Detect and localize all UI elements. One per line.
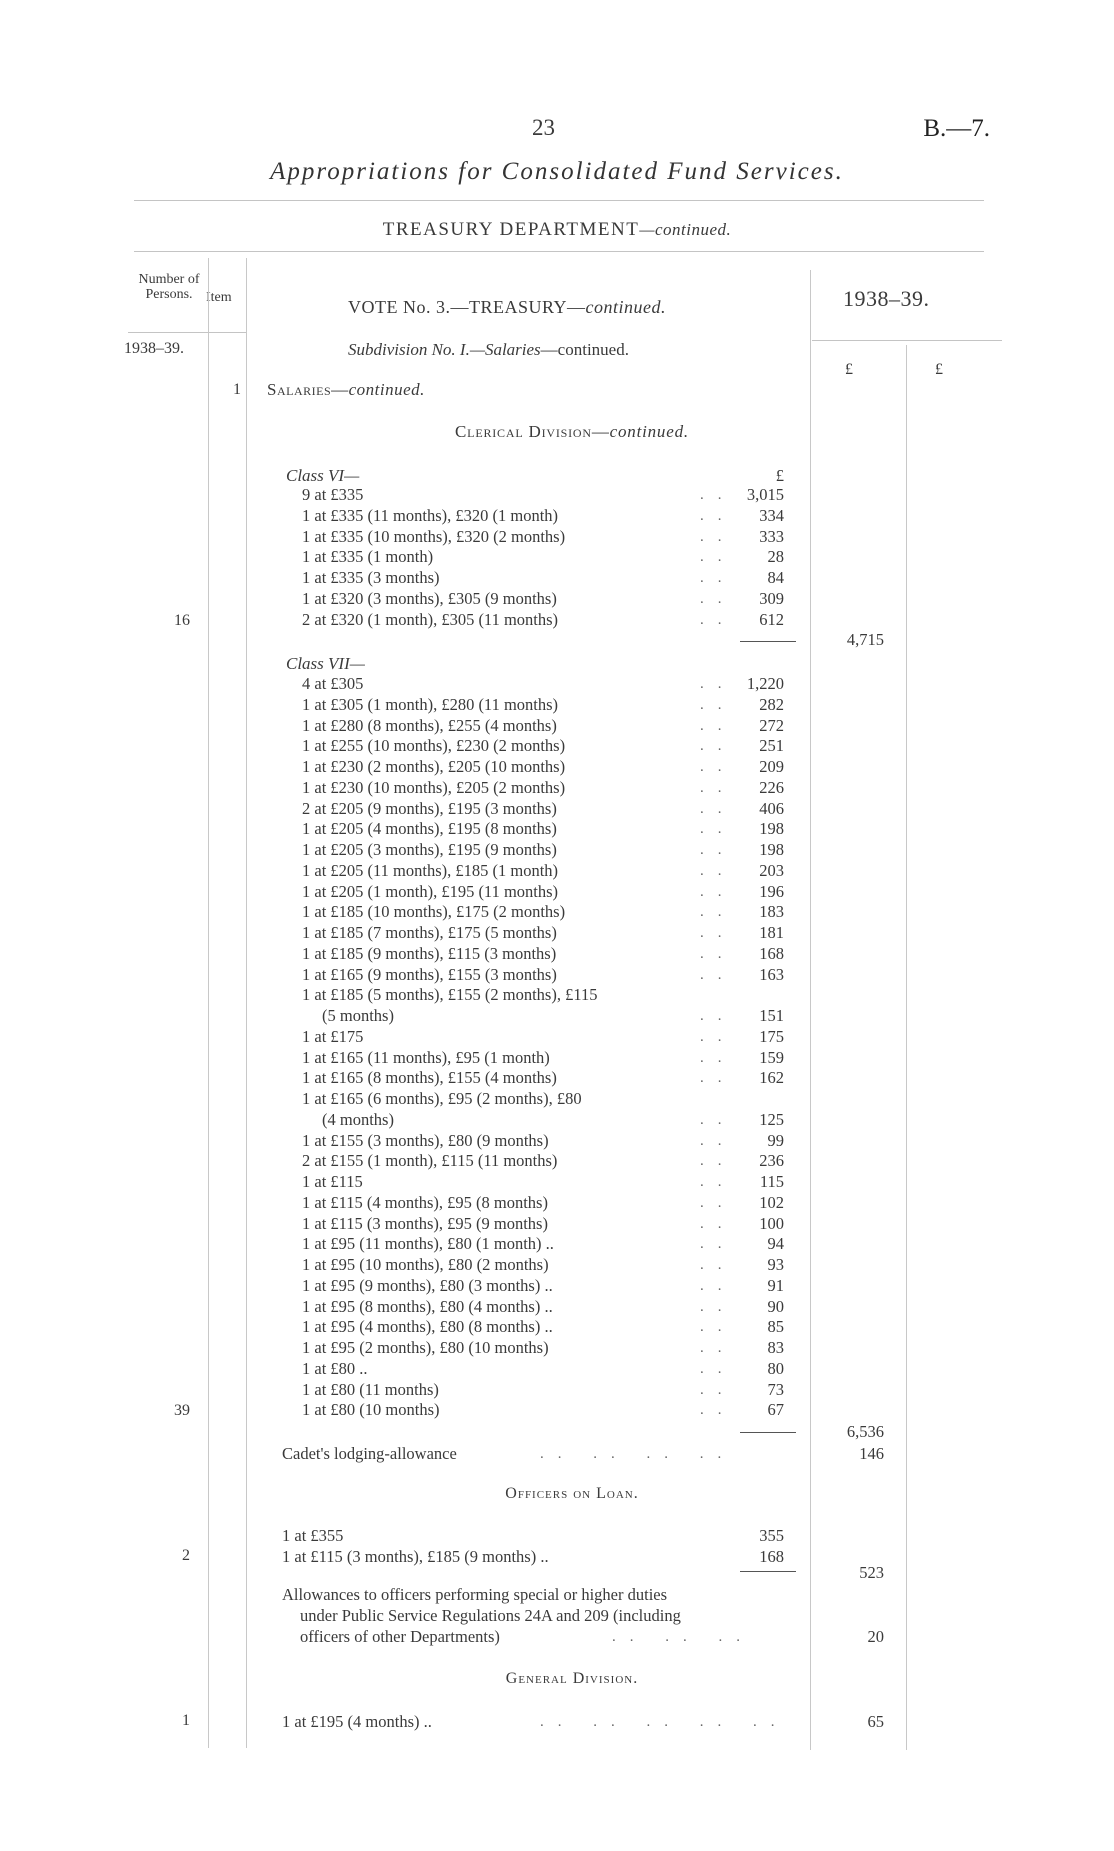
salary-row-amount: 181: [759, 923, 784, 942]
salary-row-amount: 198: [759, 840, 784, 859]
cadet-allowance-label: Cadet's lodging-allowance: [282, 1444, 457, 1463]
leader-dots: .. .. ..: [612, 1629, 754, 1645]
salary-row-amount: 83: [767, 1338, 784, 1357]
column-rule: [208, 258, 209, 1748]
column-rule: [906, 345, 907, 1750]
class-vii-persons: 39: [174, 1402, 190, 1419]
salary-row-text: 1 at £95 (2 months), £80 (10 months): [302, 1338, 549, 1357]
leader-dots: ..: [700, 528, 736, 545]
column-rule: [246, 258, 247, 1748]
subtotal-rule: [740, 641, 796, 642]
leader-dots: ..: [700, 1049, 736, 1066]
salary-row-text: 1 at £95 (9 months), £80 (3 months) ..: [302, 1275, 553, 1295]
loan-total: 523: [859, 1563, 884, 1582]
allowances-total: 20: [867, 1627, 884, 1646]
leader-dots: ..: [700, 1257, 736, 1273]
salary-row-amount: 612: [759, 609, 784, 629]
department-heading: TREASURY DEPARTMENT—continued.: [382, 219, 732, 240]
salary-row-amount: 406: [759, 798, 784, 818]
leader-dots: ..: [700, 1111, 736, 1128]
salary-row-amount: 334: [759, 505, 784, 525]
leader-dots: ..: [700, 591, 736, 607]
salary-row-text: 2 at £320 (1 month), £305 (11 months): [302, 609, 559, 629]
leader-dots: ..: [700, 1215, 736, 1232]
leader-dots: ..: [700, 1008, 736, 1024]
salary-row-amount: 115: [759, 1172, 784, 1191]
salary-row-text: 1 at £255 (10 months), £230 (2 months): [302, 736, 566, 756]
salary-row-amount: 168: [759, 943, 784, 963]
salary-row-text: 1 at £165 (8 months), £155 (4 months): [302, 1068, 557, 1088]
class-vi-total: 4,715: [846, 630, 884, 649]
salary-row-text: 1 at £335 (10 months), £320 (2 months): [302, 526, 566, 546]
leader-dots: ..: [700, 904, 736, 921]
leader-dots: ..: [700, 759, 736, 775]
salary-row-text: (4 months): [322, 1109, 394, 1129]
general-division-heading: General Division.: [505, 1670, 639, 1687]
salary-row-amount: 162: [759, 1068, 784, 1088]
leader-dots: ..: [700, 779, 736, 796]
salary-row-amount: 85: [767, 1317, 784, 1337]
salary-row-amount: 282: [759, 694, 784, 714]
salary-row-text: 1 at £305 (1 month), £280 (11 months): [302, 694, 559, 714]
leader-dots: ..: [700, 1236, 736, 1253]
class-vii-total: 6,536: [846, 1422, 884, 1441]
salary-row-amount: 94: [767, 1234, 784, 1254]
leader-dots: ..: [700, 1360, 736, 1377]
salary-row-text: 1 at £95 (8 months), £80 (4 months) ..: [302, 1296, 553, 1316]
leader-dots: ..: [700, 1153, 736, 1170]
salary-row-text: 1 at £335 (3 months): [302, 568, 440, 588]
salary-row-text: 1 at £115: [302, 1172, 363, 1191]
leader-dots: ..: [700, 966, 736, 983]
loan-row: 1 at £355: [282, 1526, 344, 1545]
salary-row-amount: 93: [767, 1255, 784, 1274]
general-total: 65: [867, 1712, 884, 1731]
leader-dots: ..: [700, 1298, 736, 1315]
salary-row-text: 1 at £320 (3 months), £305 (9 months): [302, 589, 557, 608]
salary-row-amount: 209: [759, 757, 784, 776]
salary-row-text: 1 at £205 (11 months), £185 (1 month): [302, 860, 559, 880]
salary-row-amount: 102: [759, 1192, 784, 1212]
salary-row-amount: 333: [759, 526, 784, 546]
salary-row-text: 1 at £185 (5 months), £155 (2 months), £115: [302, 985, 598, 1005]
salary-row-text: 1 at £335 (1 month): [302, 547, 434, 567]
leader-dots: ..: [700, 1174, 736, 1190]
salary-row-text: 1 at £205 (4 months), £195 (8 months): [302, 819, 557, 839]
leader-dots: ..: [700, 821, 736, 838]
salary-row-amount: 84: [767, 568, 784, 588]
salary-row-text: 1 at £280 (8 months), £255 (4 months): [302, 715, 557, 735]
salary-row-amount: 163: [759, 964, 784, 984]
leader-dots: ..: [700, 1340, 736, 1356]
subtotal-rule: [740, 1432, 796, 1433]
salary-row-amount: 90: [767, 1296, 784, 1316]
salary-row-amount: 226: [759, 777, 784, 797]
loan-amount: 168: [759, 1547, 784, 1566]
cadet-allowance-total: 146: [859, 1444, 884, 1463]
leader-dots: ..: [700, 1277, 736, 1294]
subdivision-heading: Subdivision No. I.—Salaries—continued.: [348, 340, 629, 359]
salary-row-amount: 198: [759, 819, 784, 839]
salary-row-text: 1 at £185 (7 months), £175 (5 months): [302, 923, 557, 942]
column-header-item: Item: [206, 290, 232, 305]
leader-dots: ..: [700, 487, 736, 503]
salary-row-text: 1 at £205 (3 months), £195 (9 months): [302, 840, 557, 859]
salary-row-amount: 196: [759, 881, 784, 901]
salary-row-amount: 67: [767, 1400, 784, 1420]
allowances-line-1: Allowances to officers performing special or higher duties: [282, 1585, 668, 1604]
class-vi-label: Class VI—: [286, 466, 360, 485]
salary-row-amount: 183: [759, 902, 784, 922]
leader-dots: ..: [700, 945, 736, 962]
column-rule: [810, 270, 811, 1750]
leader-dots: ..: [700, 1028, 736, 1045]
salary-row-amount: 309: [759, 589, 784, 608]
leader-dots: ..: [700, 717, 736, 734]
leader-dots: ..: [700, 549, 736, 566]
currency-symbol: £: [775, 466, 784, 485]
salary-row-text: 9 at £335: [302, 485, 364, 504]
salary-row-text: 1 at £80 (11 months): [302, 1379, 439, 1399]
leader-dots: .. .. .. .. ..: [540, 1714, 789, 1730]
salary-row-amount: 272: [759, 715, 784, 735]
leader-dots: ..: [700, 1319, 736, 1336]
leader-dots: ..: [700, 1381, 736, 1398]
salary-row-amount: 236: [759, 1151, 784, 1171]
salary-row-text: 1 at £230 (2 months), £205 (10 months): [302, 757, 566, 776]
salary-row-text: 1 at £165 (11 months), £95 (1 month): [302, 1047, 550, 1067]
leader-dots: ..: [700, 696, 736, 713]
salary-row-text: 1 at £335 (11 months), £320 (1 month): [302, 505, 559, 525]
column-header-year: 1938–39.: [843, 286, 930, 311]
currency-symbol: £: [935, 361, 943, 378]
page-title: Appropriations for Consolidated Fund Services.: [270, 158, 844, 185]
salary-row-text: 1 at £95 (10 months), £80 (2 months): [302, 1255, 549, 1274]
salary-row-text: 1 at £95 (11 months), £80 (1 month) ..: [302, 1234, 554, 1254]
leader-dots: ..: [700, 1402, 736, 1419]
salary-row-amount: 73: [767, 1379, 784, 1399]
salary-row-amount: 100: [759, 1213, 784, 1233]
leader-dots: ..: [700, 738, 736, 755]
salary-row-text: 2 at £205 (9 months), £195 (3 months): [302, 798, 557, 818]
salary-row-amount: 80: [767, 1358, 784, 1378]
salary-row-amount: 3,015: [746, 485, 784, 504]
header-rule-left: [128, 332, 246, 333]
salary-row-text: 1 at £165 (6 months), £95 (2 months), £80: [302, 1089, 582, 1108]
salary-row-amount: 203: [759, 860, 784, 880]
leader-dots: ..: [700, 862, 736, 879]
leader-dots: ..: [700, 1194, 736, 1211]
class-vii-label: Class VII—: [286, 654, 365, 673]
currency-symbol: £: [845, 361, 853, 378]
subtotal-rule: [740, 1571, 796, 1572]
divider: [134, 200, 984, 201]
salary-row-text: (5 months): [322, 1006, 394, 1025]
general-persons: 1: [182, 1712, 190, 1729]
salary-row-text: 1 at £175: [302, 1026, 364, 1046]
salary-row-text: 1 at £95 (4 months), £80 (8 months) ..: [302, 1317, 553, 1337]
salary-row-text: 1 at £185 (9 months), £115 (3 months): [302, 943, 557, 963]
item-number: 1: [233, 381, 241, 398]
leader-dots: ..: [700, 800, 736, 817]
allowances-line-3: officers of other Departments): [300, 1627, 500, 1646]
year-label: 1938–39.: [124, 340, 184, 357]
leader-dots: ..: [700, 883, 736, 900]
leader-dots: ..: [700, 1070, 736, 1087]
header-rule-right: [812, 340, 1002, 341]
salary-row-text: 1 at £115 (3 months), £95 (9 months): [302, 1213, 548, 1233]
salary-row-text: 1 at £155 (3 months), £80 (9 months): [302, 1130, 549, 1150]
document-reference: B.—7.: [923, 115, 990, 142]
salary-row-amount: 1,220: [746, 674, 784, 693]
leader-dots: ..: [700, 507, 736, 524]
salary-row-amount: 125: [759, 1109, 784, 1129]
salary-row-amount: 151: [759, 1006, 784, 1025]
loan-row: 1 at £115 (3 months), £185 (9 months) ..: [282, 1547, 549, 1566]
clerical-division-heading: Clerical Division—continued.: [455, 422, 689, 441]
salary-row-text: 1 at £230 (10 months), £205 (2 months): [302, 777, 566, 797]
officers-on-loan-heading: Officers on Loan.: [505, 1485, 639, 1502]
salary-row-text: 1 at £80 ..: [302, 1358, 368, 1378]
salary-row-amount: 99: [767, 1130, 784, 1150]
class-vi-persons: 16: [174, 612, 190, 629]
table-top-rule: [134, 251, 984, 252]
salary-row-amount: 28: [767, 547, 784, 567]
allowances-line-2: under Public Service Regulations 24A and 209 (including: [300, 1606, 681, 1625]
loan-amount: 355: [759, 1526, 784, 1545]
column-header-persons: Number of Persons.: [138, 272, 200, 302]
salary-row-text: 4 at £305: [302, 674, 364, 693]
salary-row-amount: 159: [759, 1047, 784, 1067]
loan-persons: 2: [182, 1547, 190, 1564]
salary-row-text: 1 at £80 (10 months): [302, 1400, 440, 1420]
leader-dots: ..: [700, 925, 736, 941]
leader-dots: .. .. .. ..: [540, 1446, 736, 1462]
leader-dots: ..: [700, 676, 736, 692]
salary-row-amount: 175: [759, 1026, 784, 1046]
salary-row-text: 1 at £165 (9 months), £155 (3 months): [302, 964, 557, 984]
salary-row-text: 1 at £205 (1 month), £195 (11 months): [302, 881, 559, 901]
salaries-heading: Salaries—continued.: [267, 380, 425, 399]
general-row: 1 at £195 (4 months) ..: [282, 1712, 432, 1731]
salary-row-amount: 91: [767, 1275, 784, 1295]
salary-row-text: 1 at £115 (4 months), £95 (8 months): [302, 1192, 548, 1212]
page-number: 23: [532, 115, 555, 140]
leader-dots: ..: [700, 570, 736, 587]
salary-row-text: 2 at £155 (1 month), £115 (11 months): [302, 1151, 558, 1171]
vote-heading: VOTE No. 3.—TREASURY—continued.: [348, 297, 666, 317]
salary-row-text: 1 at £185 (10 months), £175 (2 months): [302, 902, 566, 922]
leader-dots: ..: [700, 611, 736, 628]
leader-dots: ..: [700, 1132, 736, 1149]
leader-dots: ..: [700, 842, 736, 858]
salary-row-amount: 251: [759, 736, 784, 756]
